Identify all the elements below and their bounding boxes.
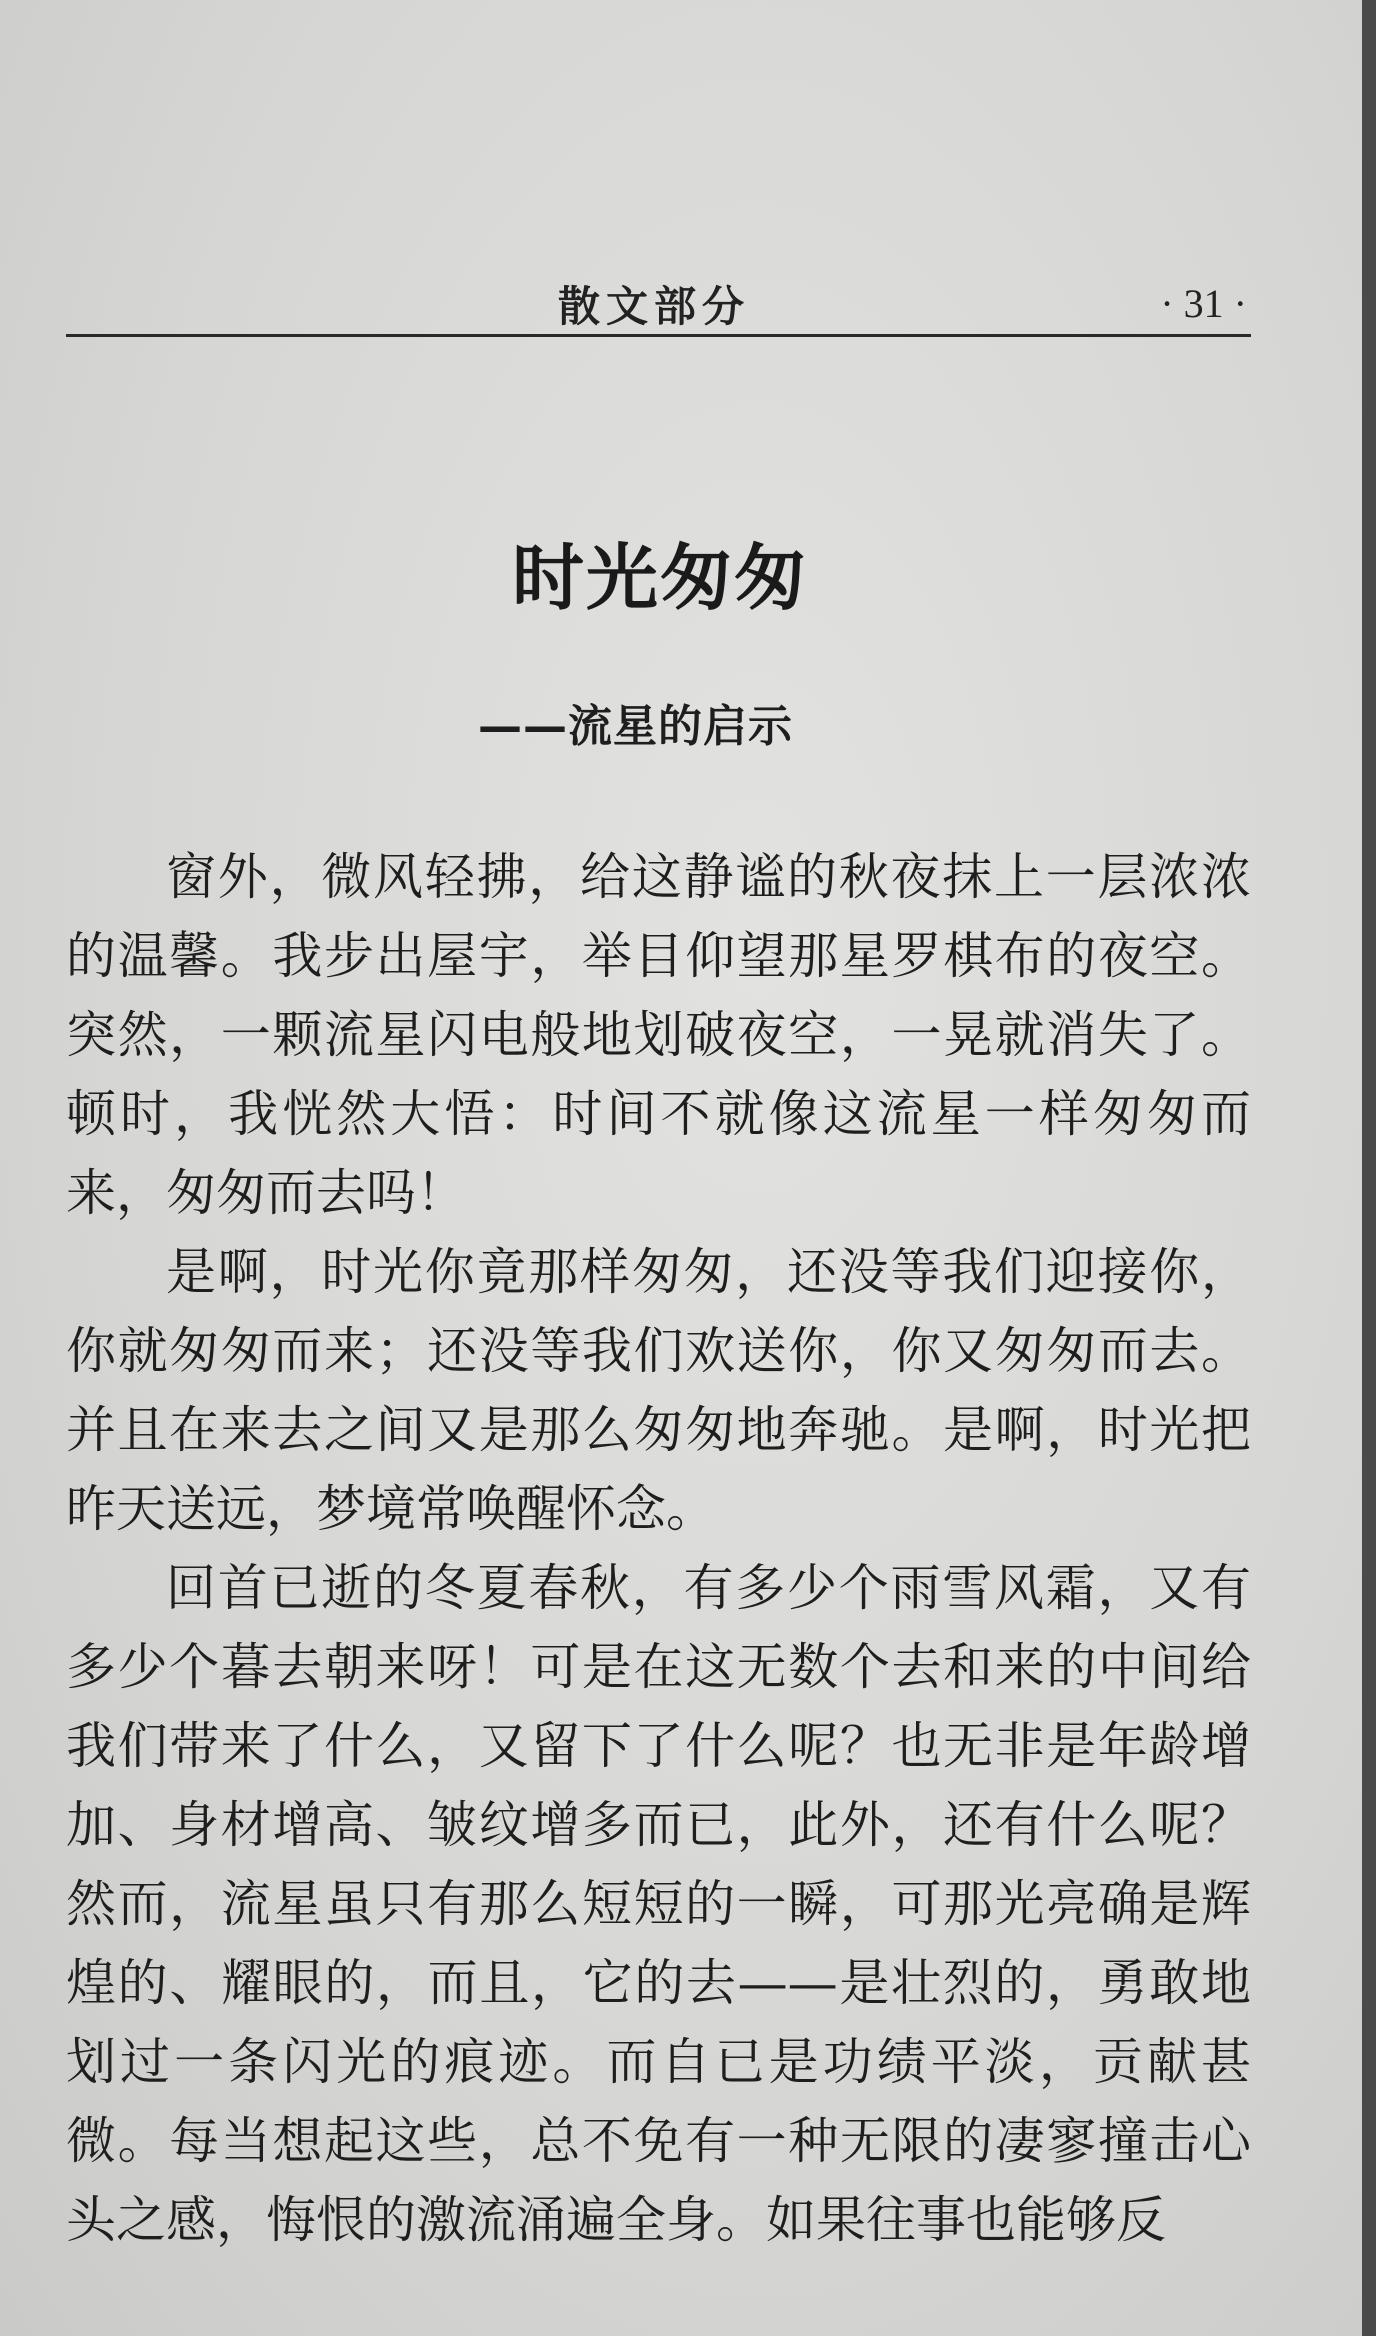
paragraph: 回首已逝的冬夏春秋，有多少个雨雪风霜，又有多少个暮去朝来呀！可是在这无数个去和来的中间给我们带来了什么，又留下了什么呢？也无非是年龄增加、身材增高、皱纹增多而已，此外，还有什么呢？然而，流星虽只有那么短短的一瞬，可那光亮确是辉煌的、耀眼的，而且，它的去——是壮烈的，勇敢地划过一条闪光的痕迹。而自已是功绩平淡，贡献甚微。每当想起这些，总不免有一种无限的凄寥撞击心头之感，悔恨的激流涌遍全身。如果往事也能够反 [66,1559,1251,2249]
paragraph: 是啊，时光你竟那样匆匆，还没等我们迎接你，你就匆匆而来；还没等我们欢送你，你又匆匆而去。并且在来去之间又是那么匆匆地奔驰。是啊，时光把昨天送远，梦境常唤醒怀念。 [66,1243,1251,1538]
article-subtitle: ——流星的启示 [478,701,793,752]
page-number: · 31 · [1160,281,1247,326]
article-title: 时光匆匆 [511,536,808,620]
running-header [66,270,1251,337]
page-edge-shadow [1362,0,1376,2336]
paragraph: 窗外，微风轻拂，给这静谧的秋夜抹上一层浓浓的温馨。我步出屋宇，举目仰望那星罗棋布的夜空。突然，一颗流星闪电般地划破夜空，一晃就消失了。顿时，我恍然大悟：时间不就像这流星一样匆匆而来，匆匆而去吗！ [66,848,1251,1222]
article-body [66,838,1251,2260]
section-title: 散文部分 [558,282,751,331]
